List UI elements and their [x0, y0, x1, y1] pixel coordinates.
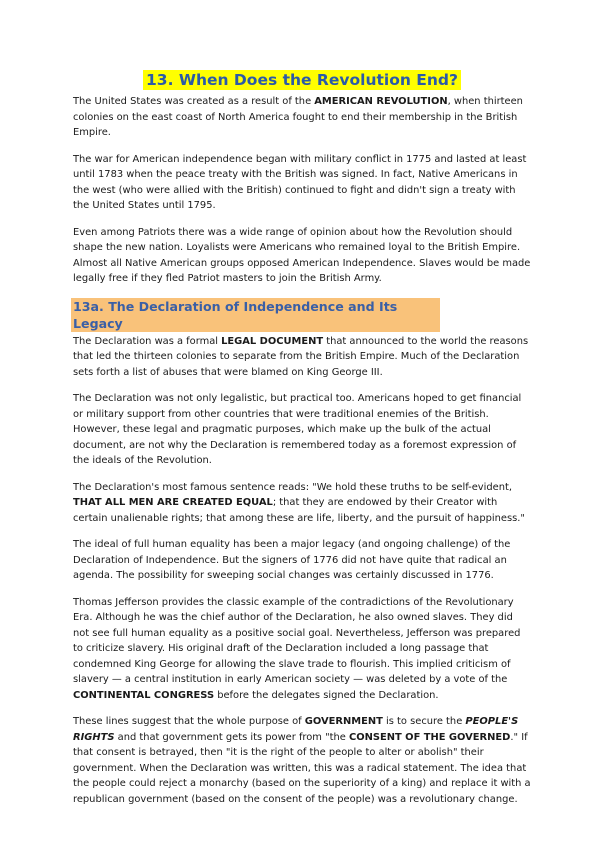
- paragraph-6-text-c: ; that they are endowed by their Creator with certain unalienable rights; that among these are life, liberty, and the pursuit of happiness.": [73, 497, 525, 524]
- paragraph-2: The war for American independence began with military conflict in 1775 and lasted at least until 1783 when the peace treaty with the British was signed. In fact, Native Americans in the west (who were allied with the British) continued to fight and didn't sign a treaty with the United States until 1795.: [73, 153, 527, 211]
- term-american-revolution: AMERICAN REVOLUTION: [314, 96, 448, 107]
- paragraph-8-text-a: Thomas Jefferson provides the classic example of the contradictions of the Revolutionary Era. Although he was the chief author of the Declaration, he also owned slaves. They did not see full human equality as a positive social goal. Nevertheless, Jefferson was prepared to criticize slavery. His original draft of the Declaration included a long passage that condemned King George for allowing the slave trade to flourish. This implied criticism of slavery — a central institution in early American society — was deleted by a vote of the: [73, 596, 521, 685]
- document-page: [73, 70, 531, 818]
- term-government: GOVERNMENT: [304, 716, 383, 727]
- paragraph-8-text-c: before the delegates signed the Declaration.: [214, 689, 439, 701]
- paragraph-4-text-c: that announced to the world the reasons that led the thirteen colonies to separate from the British Empire. Much of the Declaration sets forth a list of abuses that were blamed on King George III.: [73, 335, 529, 378]
- paragraph-7: The ideal of full human equality has been a major legacy (and ongoing challenge) of the Declaration of Independence. But the signers of 1776 did not have quite that radical an agenda. The possibility for sweeping social changes was certainly discussed in 1776.: [73, 539, 511, 581]
- paragraph-9-text-c: is to secure the: [382, 716, 466, 727]
- page-title: 13. When Does the Revolution End?: [143, 70, 461, 90]
- paragraph-9-text-g: ." If that consent is betrayed, then "it is the right of the people to alter or abolish" their government. When the Declaration was written, this was a radical statement. The idea that the people could reject a monarchy (based on the superiority of a king) and replace it with a republican government (based on the consent of the people) was a revolutionary change.: [73, 731, 531, 805]
- paragraph-4: [73, 334, 531, 381]
- paragraph-9: [73, 714, 531, 807]
- paragraph-3: Even among Patriots there was a wide range of opinion about how the Revolution should shape the new nation. Loyalists were Americans who remained loyal to the British Empire. Almost all Native American groups opposed American Independence. Slaves would be made legally free if they fled Patriot masters to join the British Army.: [73, 226, 531, 284]
- paragraph-6-text-a: The Declaration's most famous sentence reads: "We hold these truths to be self-evident,: [73, 481, 512, 493]
- term-continental-congress: CONTINENTAL CONGRESS: [73, 689, 215, 701]
- paragraph-9-text-e: and that government gets its power from "the: [114, 731, 349, 743]
- term-all-men-created-equal: THAT ALL MEN ARE CREATED EQUAL: [73, 497, 273, 508]
- paragraph-1: [73, 94, 531, 141]
- term-consent-of-governed: CONSENT OF THE GOVERNED: [348, 731, 511, 743]
- paragraph-1-text-c: , when thirteen colonies on the east coast of North America fought to end their membership in the British Empire.: [73, 96, 523, 138]
- paragraph-4-text-a: The Declaration was a formal: [73, 335, 222, 347]
- paragraph-6: [73, 480, 531, 527]
- paragraph-1-text-a: The United States was created as a result of the: [73, 96, 315, 107]
- term-peoples-rights: PEOPLE'S RIGHTS: [73, 716, 519, 743]
- paragraph-8: [73, 595, 531, 704]
- paragraph-5: The Declaration was not only legalistic, but practical too. Americans hoped to get financial or military support from other countries that were traditional enemies of the British. However, these legal and pragmatic purposes, which make up the bulk of the actual document, are not why the Declaration is remembered today as a foremost expression of the ideals of the Revolution.: [73, 393, 522, 466]
- paragraph-9-text-a: These lines suggest that the whole purpose of: [73, 716, 305, 727]
- section-heading: 13a. The Declaration of Independence and Its Legacy: [71, 298, 440, 332]
- term-legal-document: LEGAL DOCUMENT: [221, 335, 324, 347]
- title-wrapper: [73, 70, 531, 90]
